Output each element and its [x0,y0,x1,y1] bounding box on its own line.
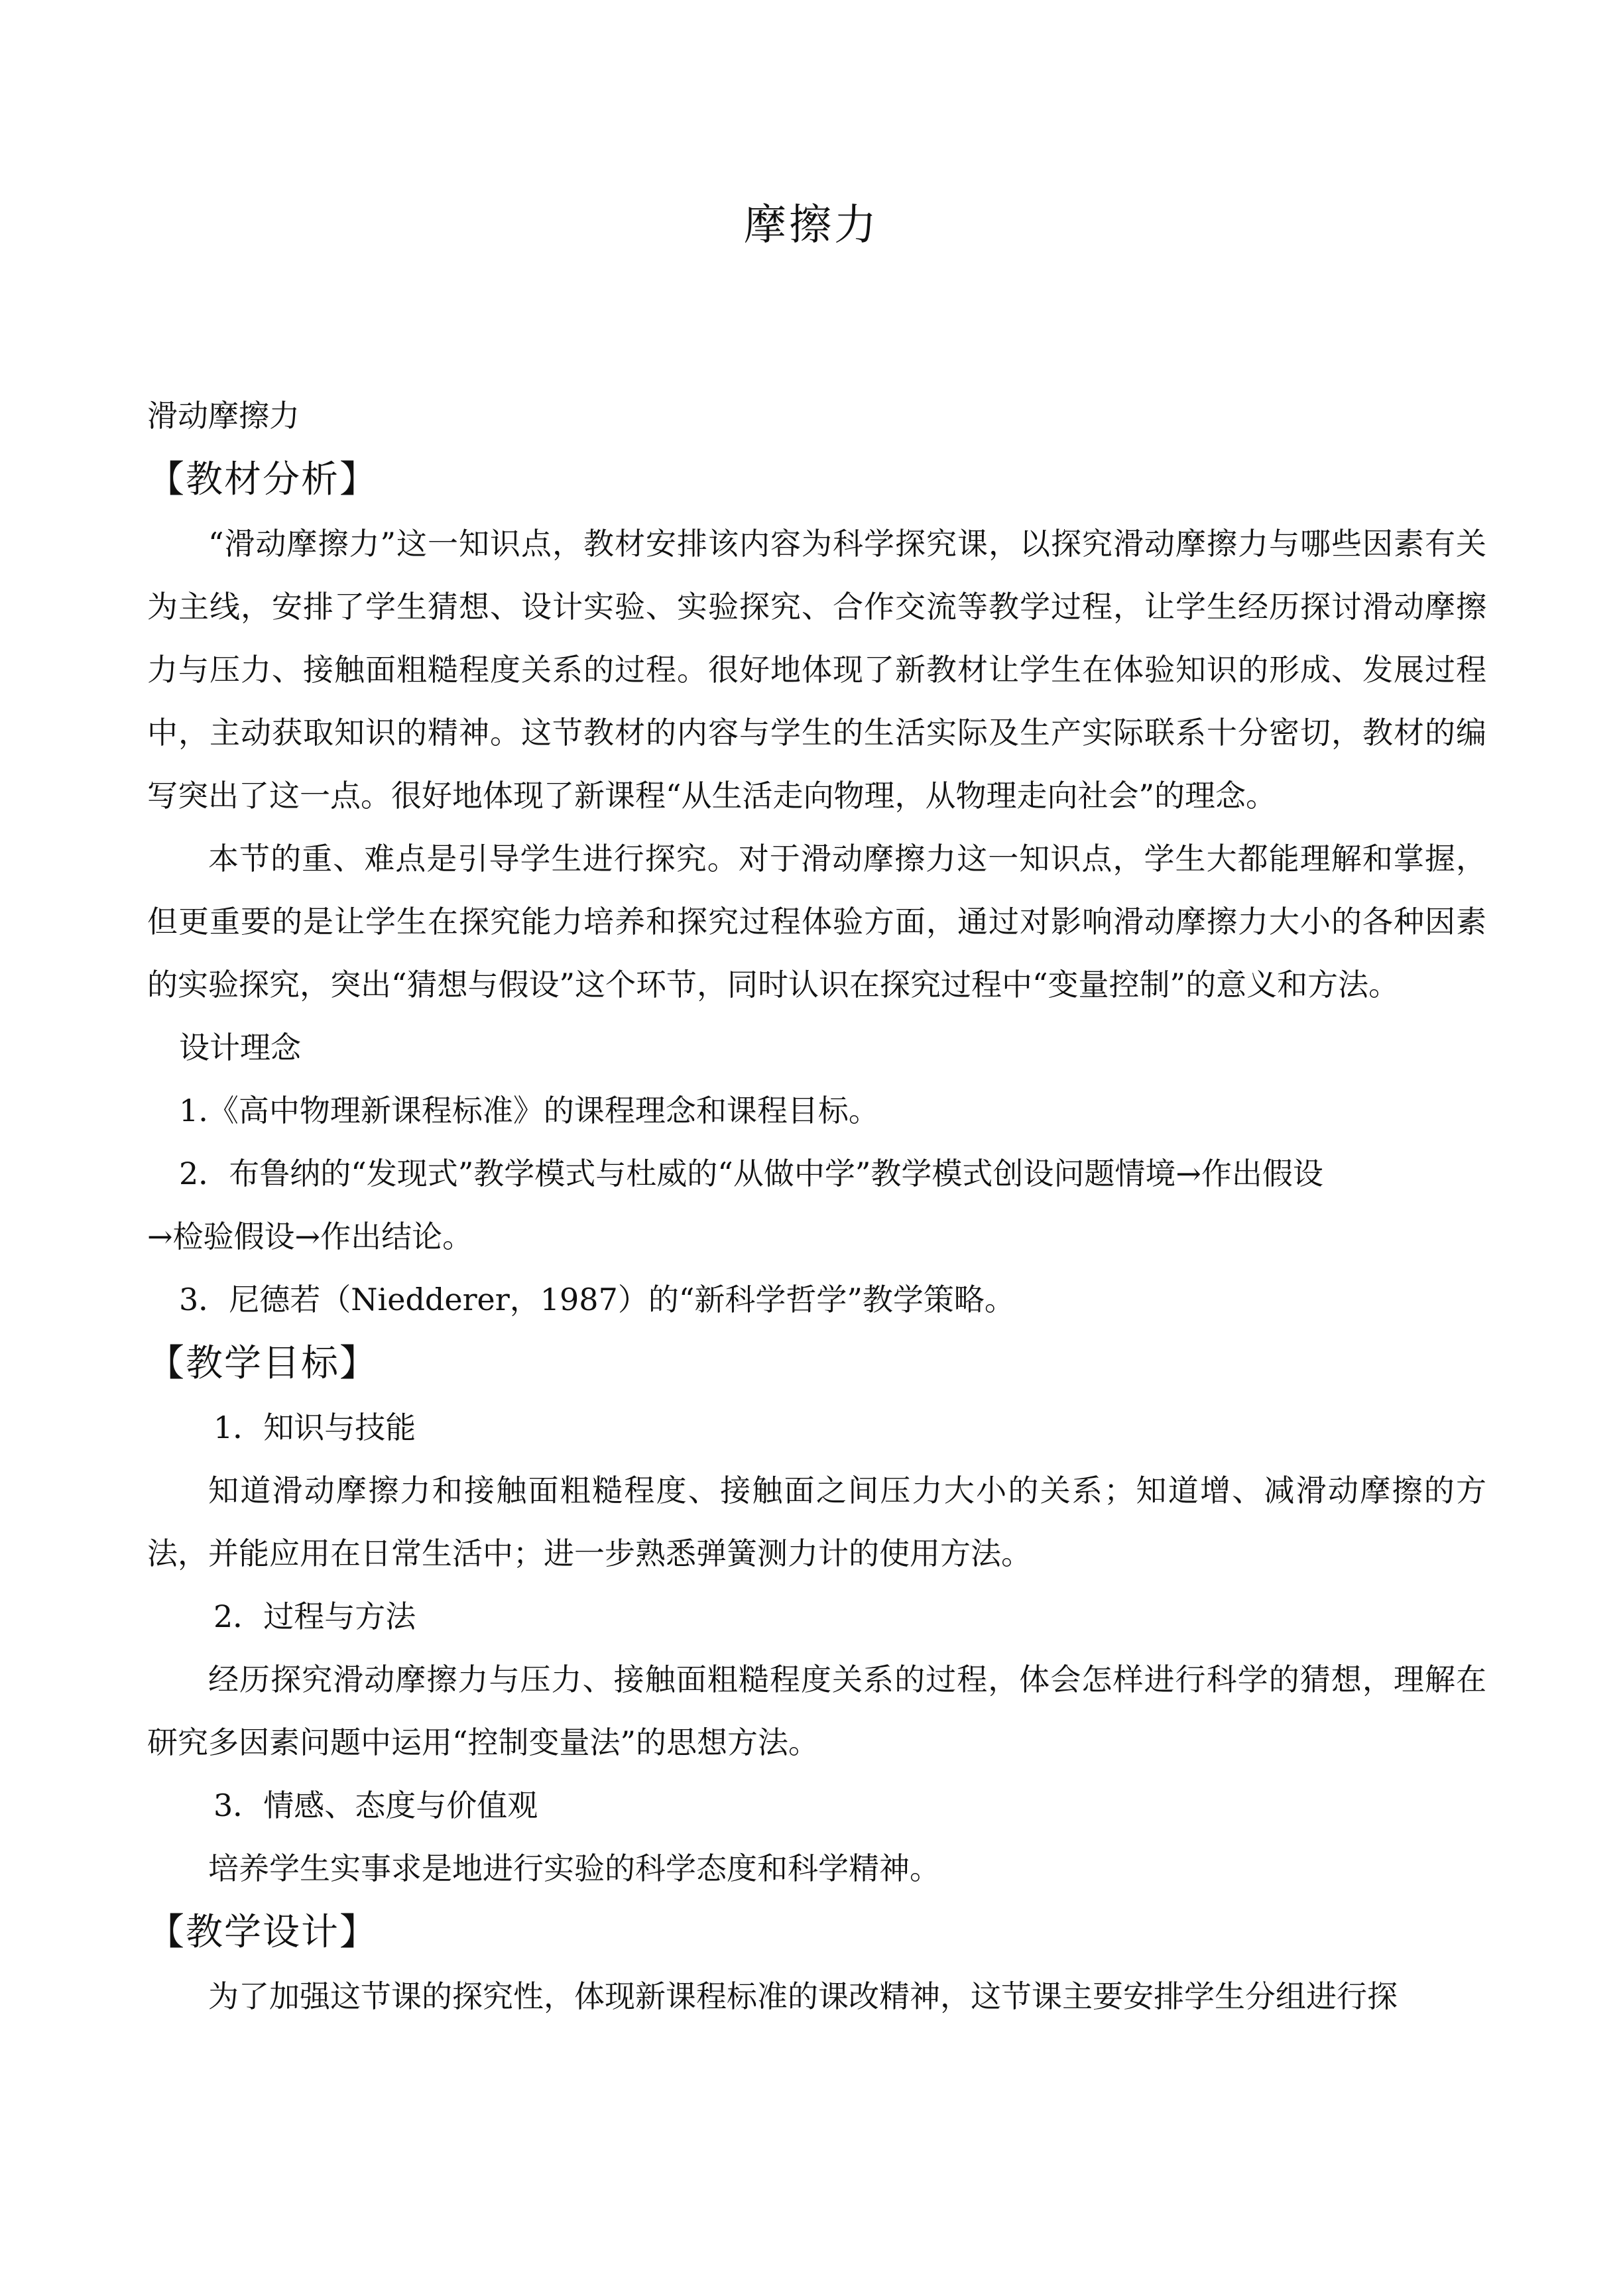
objective-title: 2．过程与方法 [213,1599,416,1634]
design-concept-item-continuation: →检验假设→作出结论。 [147,1219,473,1254]
design-concept-item: 1.《高中物理新课程标准》的课程理念和课程目标。 [179,1093,879,1128]
section-heading-objectives: 【教学目标】 [147,1342,378,1385]
section-heading-analysis: 【教材分析】 [147,458,378,501]
document-title: 摩擦力 [744,201,879,250]
design-concept-label: 设计理念 [179,1030,301,1065]
section-heading-design: 【教学设计】 [147,1911,378,1954]
objective-text: 培养学生实事求是地进行实验的科学态度和科学精神。 [208,1850,940,1886]
document-body [147,385,1486,2028]
objective-title: 3．情感、态度与价值观 [213,1787,538,1823]
design-paragraph-1: 为了加强这节课的探究性，体现新课程标准的课改精神，这节课主要安排学生分组进行探 [208,1978,1398,2014]
objective-title: 1．知识与技能 [213,1410,416,1445]
analysis-paragraph-2: 本节的重、难点是引导学生进行探究。对于滑动摩擦力这一知识点，学生大都能理解和掌握，但更重要的是让学生在探究能力培养和探究过程体验方面，通过对影响滑动摩擦力大小的各种因素的实验探究，突出“猜想与假设”这个环节，同时认识在探究过程中“变量控制”的意义和方法。 [147,841,1486,1002]
design-concept-item: 2．布鲁纳的“发现式”教学模式与杜威的“从做中学”教学模式创设问题情境→作出假设 [179,1156,1323,1191]
analysis-paragraph-1: “滑动摩擦力”这一知识点，教材安排该内容为科学探究课，以探究滑动摩擦力与哪些因素有关为主线，安排了学生猜想、设计实验、实验探究、合作交流等教学过程，让学生经历探讨滑动摩擦力与压力、接触面粗糙程度关系的过程。很好地体现了新教材让学生在体验知识的形成、发展过程中，主动获取知识的精神。这节教材的内容与学生的生活实际及生产实际联系十分密切，教材的编写突出了这一点。很好地体现了新课程“从生活走向物理，从物理走向社会”的理念。 [147,526,1486,814]
objective-text: 经历探究滑动摩擦力与压力、接触面粗糙程度关系的过程，体会怎样进行科学的猜想，理解在研究多因素问题中运用“控制变量法”的思想方法。 [147,1662,1486,1760]
subtitle: 滑动摩擦力 [147,398,300,434]
design-concept-item: 3．尼德若（Niedderer，1987）的“新科学哲学”教学策略。 [179,1282,1015,1317]
objective-text: 知道滑动摩擦力和接触面粗糙程度、接触面之间压力大小的关系；知道增、减滑动摩擦的方法，并能应用在日常生活中；进一步熟悉弹簧测力计的使用方法。 [147,1473,1486,1571]
